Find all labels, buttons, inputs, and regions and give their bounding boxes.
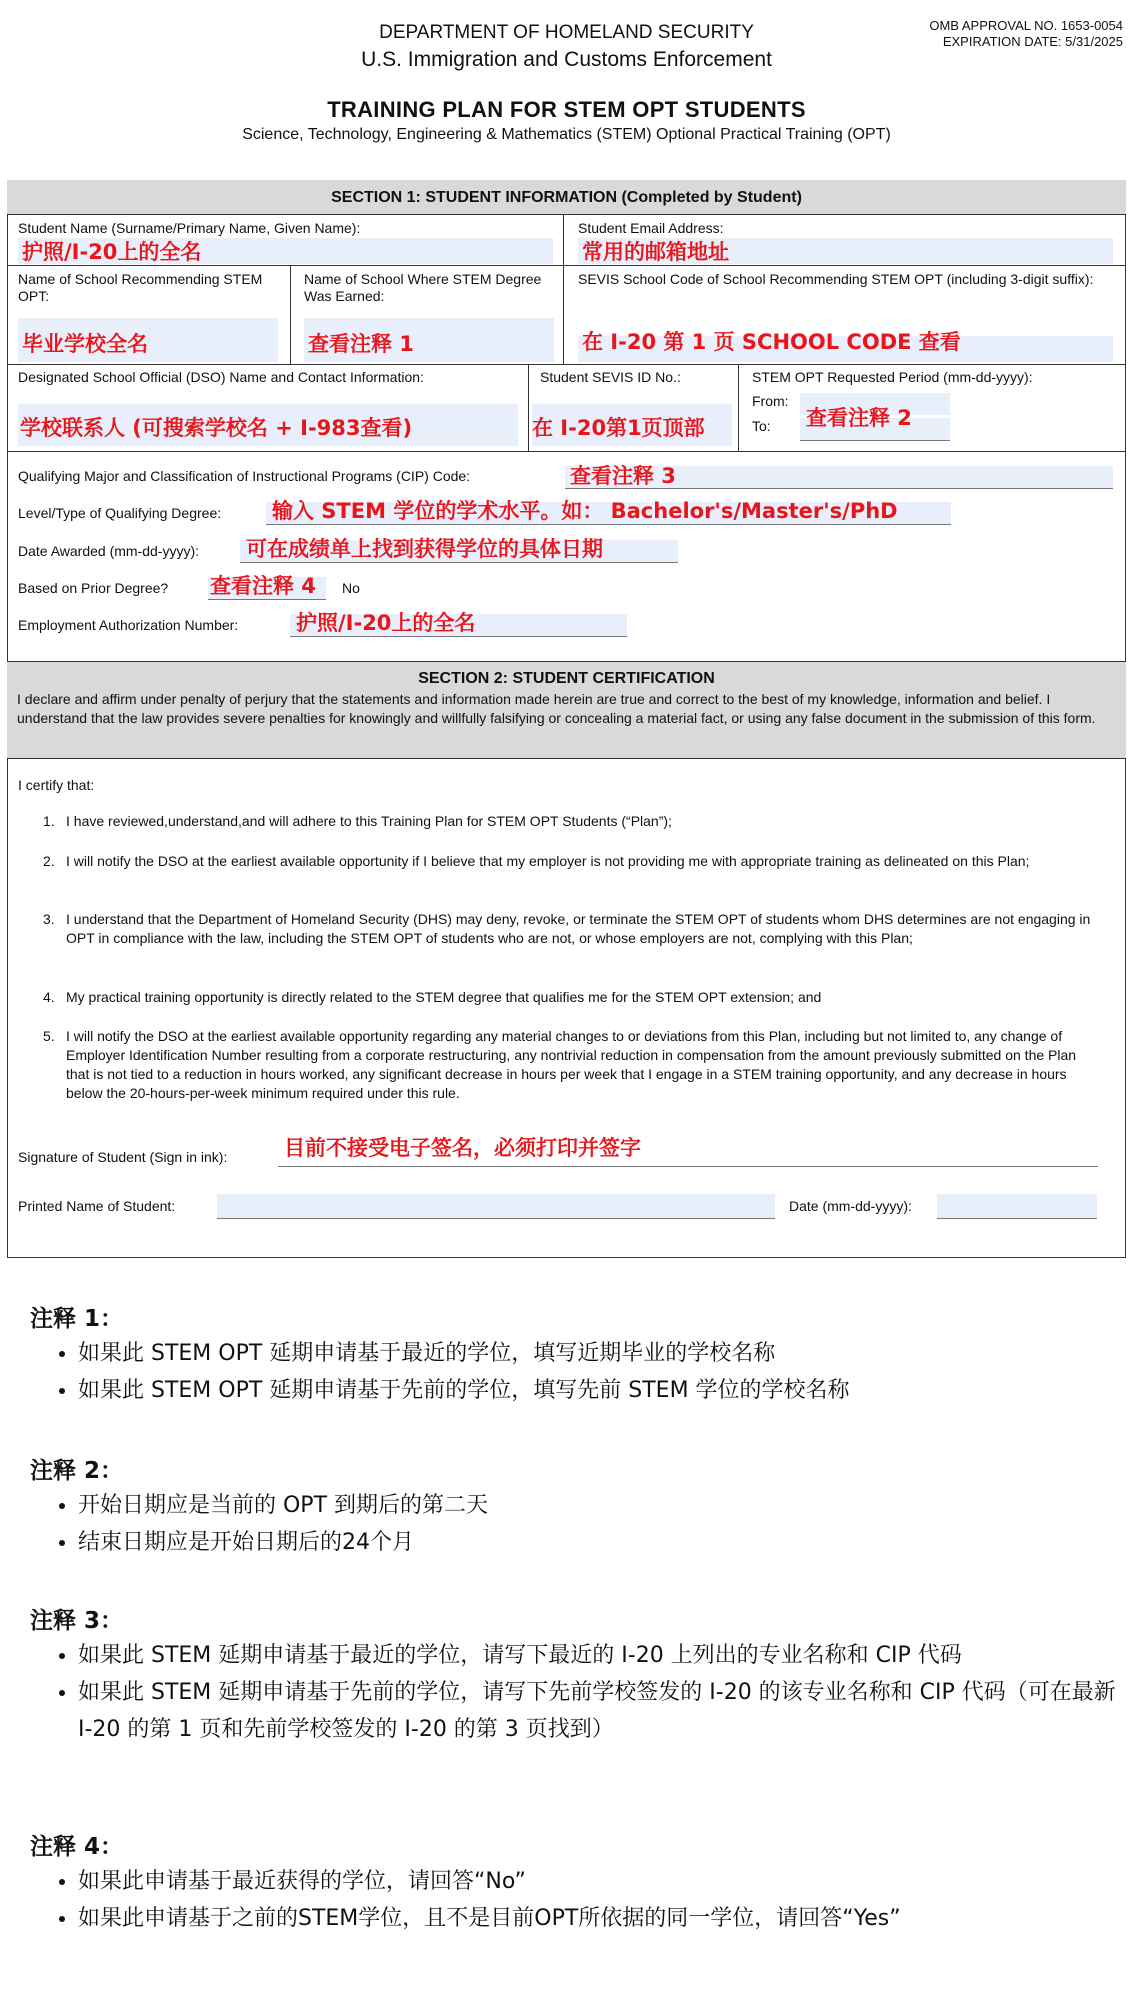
cert-item: 4. My practical training opportunity is directly related to the STEM degree that qualifies me for the STEM OPT extension; and [38,988,1098,1007]
cip-label: Qualifying Major and Classification of Instructional Programs (CIP) Code: [18,468,471,484]
note-item: • 开始日期应是当前的 OPT 到期后的第二天 [78,1487,1120,1524]
degree-level-label: Level/Type of Qualifying Degree: [18,505,222,521]
signature-value: 目前不接受电子签名，必须打印并签字 [284,1136,641,1160]
cert-item-text: I understand that the Department of Homeland Security (DHS) may deny, revoke, or terminate the STEM OPT of students whom DHS determines are not engaging in OPT in compliance with the law, including the STEM OPT of students who are not, or whose employers are not, complying with this Plan; [66,911,1091,946]
sevis-school-code-label: SEVIS School Code of School Recommending STEM OPT (including 3-digit suffix): [578,271,1094,287]
omb-block [863,18,1123,50]
cert-item-text: My practical training opportunity is directly related to the STEM degree that qualifies me for the STEM OPT extension; and [66,989,822,1005]
ead-value: 护照/I-20上的全名 [296,611,476,635]
note-block [30,1452,1120,1561]
dso-value: 学校联系人 (可搜索学校名 + I-983查看) [20,416,413,440]
cert-item-text: I will notify the DSO at the earliest available opportunity regarding any material changes to or deviations from this Plan, including but not limited to, any change of Employer Identification Number resulting from a corporate restructuring, any nontrivial reduction in compensation from the amount previously submitted on the Plan that is not tied to a reduction in hours worked, any significant decrease in hours per week that I engage in a STEM training opportunity, and any decrease in hours below the 20-hours-per-week minimum required under this rule. [66,1028,1077,1101]
email-value: 常用的邮箱地址 [582,240,729,264]
section1-header [7,180,1126,215]
note-block [30,1828,1120,1937]
school-earned-label: Name of School Where STEM Degree Was Earned: [304,271,542,304]
divider [7,451,1126,452]
note-title: 注释 3： [30,1608,124,1634]
prior-degree-label: Based on Prior Degree? [18,580,169,596]
divider [7,265,1126,266]
note-block [30,1602,1120,1748]
prior-degree-no: No [342,580,360,596]
note-item: • 结束日期应是开始日期后的24个月 [78,1524,1120,1561]
signature-label: Signature of Student (Sign in ink): [18,1149,228,1165]
student-name-label: Student Name (Surname/Primary Name, Given Name): [18,220,361,236]
printed-name-field[interactable] [217,1194,775,1219]
divider [528,364,529,451]
cip-value: 查看注释 3 [570,464,676,488]
prior-degree-value: 查看注释 4 [210,574,316,598]
note-title: 注释 2： [30,1458,124,1484]
form-subtitle: Science, Technology, Engineering & Mathematics (STEM) Optional Practical Training (OPT) [242,126,891,143]
expiration-date: EXPIRATION DATE: 5/31/2025 [942,34,1123,49]
note-item: • 如果此申请基于最近获得的学位，请回答“No” [78,1863,1120,1900]
divider [290,265,291,364]
signature-date-field[interactable] [937,1194,1097,1219]
section1-title: SECTION 1: STUDENT INFORMATION (Completed by Student) [331,189,802,206]
divider [7,364,1126,365]
note-item: • 如果此申请基于之前的STEM学位，且不是目前OPT所依据的同一学位，请回答“Yes” [78,1900,1120,1937]
note-item: • 如果此 STEM 延期申请基于先前的学位，请写下先前学校签发的 I-20 的该专业名称和 CIP 代码（可在最新 I-20 的第 1 页和先前学校签发的 I-20 的第 3 页找到） [78,1674,1120,1748]
cert-item-text: I will notify the DSO at the earliest available opportunity if I believe that my employer is not providing me with appropriate training as delineated on this Plan; [66,853,1030,869]
sevis-id-label: Student SEVIS ID No.: [540,369,681,385]
note-item: • 如果此 STEM OPT 延期申请基于最近的学位，填写近期毕业的学校名称 [78,1335,1120,1372]
email-label: Student Email Address: [578,220,724,236]
note-title: 注释 4： [30,1834,124,1860]
note-block [30,1300,1120,1409]
date-label: Date (mm-dd-yyyy): [789,1198,912,1214]
section2-header [7,661,1126,759]
agency-name: U.S. Immigration and Customs Enforcement [361,48,772,71]
opt-period-label: STEM OPT Requested Period (mm-dd-yyyy): [752,369,1033,385]
dso-label: Designated School Official (DSO) Name and Contact Information: [18,369,424,385]
divider [563,215,564,265]
to-label: To: [752,418,771,434]
sevis-school-code-value: 在 I-20 第 1 页 SCHOOL CODE 查看 [582,330,961,354]
cert-item: 1. I have reviewed,understand,and will adhere to this Training Plan for STEM OPT Students (“Plan”); [38,812,1098,831]
printed-name-label: Printed Name of Student: [18,1198,176,1214]
school-recommending-value: 毕业学校全名 [22,332,148,356]
divider [563,265,564,364]
cert-item: 3. I understand that the Department of Homeland Security (DHS) may deny, revoke, or terminate the STEM OPT of students whom DHS determines are not engaging in OPT in compliance with the law, including the STEM OPT of students who are not, or whose employers are not, complying with this Plan; [38,910,1098,948]
from-label: From: [752,393,789,409]
ead-label: Employment Authorization Number: [18,617,239,633]
cert-item: 2. I will notify the DSO at the earliest available opportunity if I believe that my employer is not providing me with appropriate training as delineated on this Plan; [38,852,1098,871]
school-recommending-label: Name of School Recommending STEM OPT: [18,271,263,304]
certify-label: I certify that: [18,777,95,793]
date-awarded-label: Date Awarded (mm-dd-yyyy): [18,543,200,559]
section2-title: SECTION 2: STUDENT CERTIFICATION [418,670,715,687]
cert-item-text: I have reviewed,understand,and will adhere to this Training Plan for STEM OPT Students (“Plan”); [66,813,672,829]
declaration-text: I declare and affirm under penalty of perjury that the statements and information made herein are true and correct to the best of my knowledge, information and belief. I understand that the law provides severe penalties for knowingly and willfully falsifying or concealing a material fact, or using any false document in the submission of this form. [17,691,1096,726]
cert-item: 5. I will notify the DSO at the earliest available opportunity regarding any material changes to or deviations from this Plan, including but not limited to, any change of Employer Identification Number resulting from a corporate restructuring, any nontrivial reduction in compensation from the amount previously submitted on the Plan that is not tied to a reduction in hours worked, any significant decrease in hours per week that I engage in a STEM training opportunity, and any decrease in hours below the 20-hours-per-week minimum required under this rule. [38,1027,1098,1103]
note-title: 注释 1： [30,1306,124,1332]
sevis-id-value: 在 I-20第1页顶部 [532,416,705,440]
date-awarded-value: 可在成绩单上找到获得学位的具体日期 [246,537,603,561]
degree-level-value: 输入 STEM 学位的学术水平。如： Bachelor's/Master's/PhD [272,499,898,523]
form-title: TRAINING PLAN FOR STEM OPT STUDENTS [327,97,806,122]
omb-approval: OMB APPROVAL NO. 1653-0054 [929,18,1123,33]
department-name: DEPARTMENT OF HOMELAND SECURITY [379,22,754,43]
school-earned-value: 查看注释 1 [308,332,414,356]
note-item: • 如果此 STEM OPT 延期申请基于先前的学位，填写先前 STEM 学位的学校名称 [78,1372,1120,1409]
student-name-value: 护照/I-20上的全名 [22,240,202,264]
opt-period-value: 查看注释 2 [806,406,912,430]
note-item: • 如果此 STEM 延期申请基于最近的学位，请写下最近的 I-20 上列出的专业名称和 CIP 代码 [78,1637,1120,1674]
divider [738,364,739,451]
